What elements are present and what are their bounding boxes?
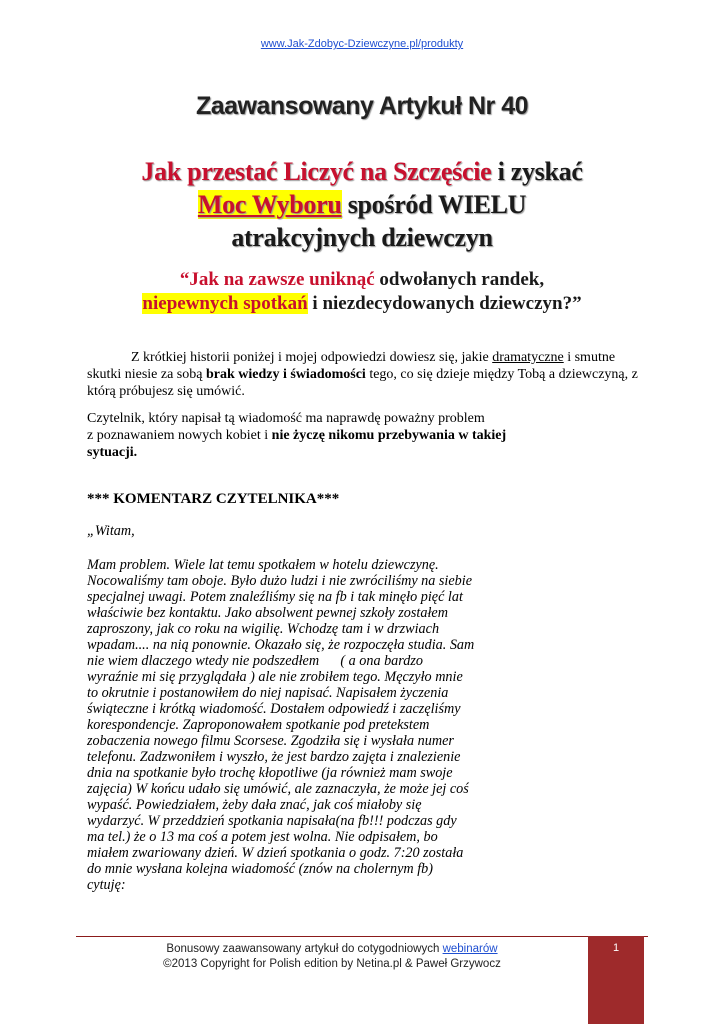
letter-line: miałem zwariowany dzień. W dzień spotkania o godz. 7:20 została: [87, 845, 464, 861]
footer-divider: [76, 936, 648, 937]
subhead-black-2: i niezdecydowanych dziewczyn?”: [307, 293, 582, 314]
page-number-box: [588, 936, 644, 1024]
letter-line: wyraźnie mi się przyglądała ) ale nie zrobiłem tego. Męczyło mnie: [87, 669, 463, 685]
page-number: 1: [612, 942, 620, 954]
footer-copyright: ©2013 Copyright for Polish edition by Netina.pl & Paweł Grzywocz: [163, 958, 501, 970]
p1-text-3: tego, co się dzieje między Tobą a dziewczyną, z którą próbujesz się umówić.: [87, 367, 638, 399]
letter-line: zobaczenia nowego filmu Scorsese. Zgodziła się i wysłała numer: [87, 733, 454, 749]
letter-line: świąteczne i krótką wiadomość. Dostałem odpowiedź i zaczęliśmy: [87, 701, 461, 717]
letter-line: cytuję:: [87, 877, 126, 893]
letter-line: specjalnej uwagi. Potem znaleźliśmy się na fb i tak minęło pięć lat: [87, 589, 463, 605]
letter-line: zajęcia) W końcu udało się umówić, ale zaznaczyła, że może jej coś: [87, 781, 469, 797]
webinar-link[interactable]: webinarów: [442, 943, 498, 955]
letter-line: dnia na spotkanie było trochę kłopotliwe (ja również mam swoje: [87, 765, 453, 781]
subheadline-quote: [50, 268, 674, 316]
article-title: Zaawansowany Artykuł Nr 40: [195, 92, 529, 120]
p1-underline: dramatyczne: [492, 350, 564, 365]
p2-line-3: sytuacji.: [87, 445, 138, 460]
subhead-quote-open: “: [179, 269, 190, 290]
p2-line-1: Czytelnik, który napisał tą wiadomość ma naprawdę poważny problem: [87, 411, 485, 426]
subhead-highlight: niepewnych spotkań: [142, 293, 308, 314]
reader-problem-paragraph: [87, 410, 647, 461]
comment-header: *** KOMENTARZ CZYTELNIKA***: [87, 491, 340, 507]
footer: [76, 942, 588, 972]
p1-text-2: i smutne skutki niesie za sobą: [87, 350, 616, 382]
subhead-red-1: Jak na zawsze uniknąć: [189, 269, 375, 290]
letter-greeting: „Witam,: [87, 523, 135, 539]
letter-line: telefonu. Zadzwoniłem i wyszło, że jest bardzo zajęta i znalezienie: [87, 749, 461, 765]
letter-line: do mnie wysłana kolejna wiadomość (znów na cholernym fb): [87, 861, 433, 877]
site-url-link[interactable]: www.Jak-Zdobyc-Dziewczyne.pl/produkty: [260, 38, 464, 50]
letter-line: korespondencje. Zaproponowałem spotkanie pod pretekstem: [87, 717, 430, 733]
p2-line-2a: z poznawaniem nowych kobiet i: [87, 428, 272, 443]
letter-line: wypaść. Powiedziałem, żeby dała znać, jak coś miałoby się: [87, 797, 422, 813]
letter-body: [87, 557, 547, 893]
headline: [60, 155, 664, 254]
headline-red-1: Jak przestać Liczyć na Szczęście: [141, 157, 492, 186]
subhead-black-1: odwołanych randek,: [374, 269, 545, 290]
letter-line: ma tel.) że o 13 ma coś a potem jest wolna. Nie odpisałem, bo: [87, 829, 438, 845]
p2-line-2b: nie życzę nikomu przebywania w takiej: [271, 428, 507, 443]
headline-black-2: spośród WIELU: [341, 190, 527, 219]
footer-text: Bonusowy zaawansowany artykuł do cotygodniowych: [166, 943, 443, 955]
letter-line: Nocowaliśmy tam oboje. Było dużo ludzi i nie zwróciliśmy na siebie: [87, 573, 473, 589]
p1-bold: brak wiedzy i świadomości: [205, 367, 366, 382]
letter-line: wydarzyć. W przeddzień spotkania napisała(na fb!!! podczas gdy: [87, 813, 457, 829]
headline-highlight: Moc Wyboru: [197, 190, 342, 219]
headline-line-3: atrakcyjnych dziewczyn: [231, 223, 493, 252]
p1-text-1: Z krótkiej historii poniżej i mojej odpowiedzi dowiesz się, jakie: [131, 350, 493, 365]
letter-line: to okrutnie i postanowiłem do niej napisać. Napisałem życzenia: [87, 685, 449, 701]
letter-line: właściwie bez kontaktu. Jako absolwent pewnej szkoły zostałem: [87, 605, 448, 621]
intro-paragraph: [87, 349, 647, 400]
headline-black-1: i zyskać: [491, 157, 583, 186]
letter-line: zaproszony, jak co roku na wigilię. Wchodzę tam i w drzwiach: [87, 621, 440, 637]
letter-line: Mam problem. Wiele lat temu spotkałem w hotelu dziewczynę.: [87, 557, 439, 573]
letter-line: nie wiem dlaczego wtedy nie podszedłem ( a ona bardzo: [87, 653, 423, 669]
letter-line: wpadam.... na nią ponownie. Okazało się, że rozpoczęła studia. Sam: [87, 637, 475, 653]
